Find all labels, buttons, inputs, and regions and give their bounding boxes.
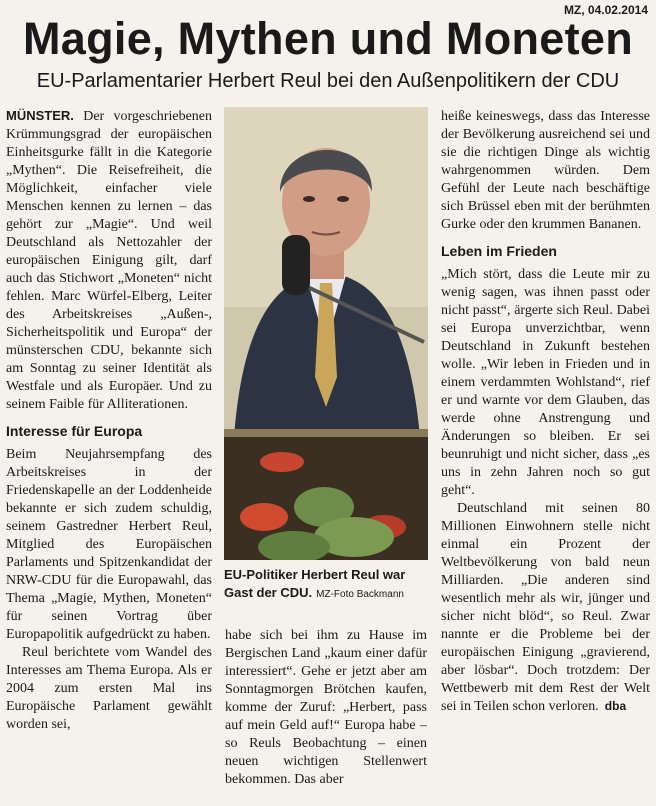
article-headline: Magie, Mythen und Moneten [23,13,633,64]
photo-caption [224,566,428,602]
paragraph-wandel: Reul berichtete vom Wandel des Interesses am Thema Europa. Als er 2004 zum ersten Mal ins Europäische Parlament gewählt worden sei, [6,645,212,732]
section-heading-interesse: Interesse für Europa [6,423,143,439]
photo-herbert-reul [224,107,428,560]
source-date-line: MZ, 04.02.2014 [563,3,648,17]
article-column-3 [441,108,650,806]
article-subheadline: EU-Parlamentarier Herbert Reul bei den Außenpolitikern der CDU [36,70,620,92]
paragraph-mich-stoert: „Mich stört, dass die Leute mir zu wenig sagen, was ihnen passt oder nicht passt“, ärgerte sich Reul. Dabei sei Europa unverzichtbar, wenn Deutschland in Zukunft bestehen wolle. „Wir leben in Frieden und in einem verdammten Wohlstand“, rief er und warnte vor dem Glauben, das werde ohne Anstrengung und Änderungen so bleiben. Er sei beunruhigt und nicht sicher, dass „es uns in zehn Jahren noch so gut geht“. [441,267,650,498]
caption-text: EU-Politiker Herbert Reul war Gast der CDU. [224,567,406,600]
paragraph-bergisches-land: habe sich bei ihm zu Hause im Bergischen Land „kaum einer dafür interessiert“. Gehe er jetzt aber am Sonntagmorgen Brötchen kaufen, komme der Zuruf: „Herbert, pass auf mein Geld auf!“ Europa habe – so Reuls Beobachtung – einen neuen wichtigen Stellenwert bekommen. Das aber [225,628,427,787]
dateline-city: MÜNSTER. [6,108,74,123]
section-heading-frieden: Leben im Frieden [441,243,557,259]
paragraph-deutschland-text: Deutschland mit seinen 80 Millionen Einwohnern stelle nicht einmal ein Prozent der Weltbevölkerung von bald neun Milliarden. „Die anderen sind wesentlich mehr als wir, jünger und sicher nicht blöd“, so Reul. Zwar nannte er die Probleme bei der europäischen Einigung „gravierend, aber lösbar“. Doch trotzdem: Der Wettbewerb mit dem Rest der Welt sei in Teilen schon verloren. [441,501,650,714]
paragraph-deutschland-einwohner [441,500,650,716]
paragraph-neujahrsempfang: Beim Neujahrsempfang des Arbeitskreises in der Friedenskapelle an der Loddenheide bekannte er sich zudem schuldig, seinem Gastredner Herbert Reul, Mitglied des Europäischen Parlaments und Spitzenkandidat der NRW-CDU für die Europawahl, das Thema „Magie, Mythen, Moneten“ für seinen Vortrag über Europapolitik aufgedrückt zu haben. [6,447,212,642]
article-column-2 [225,627,427,806]
author-signature: dba [604,699,627,713]
paragraph-intro-text: Der vorgeschriebenen Krümmungsgrad der europäischen Einheitsgurke fällt in die Kategorie „Mythen“. Die Reisefreiheit, die Möglichkeit, einfacher viele Menschen kennen zu lernen – das gehört zur „Magie“. Und weil Deutschland als Nettozahler der europäischen Einigung gilt, darf auch das Stichwort „Moneten“ nicht fehlen. Marc Würfel-Elberg, Leiter des Arbeitskreises „Außen-, Sicherheitspolitik und Europa“ der münsterschen CDU, bekannte sich am Sonntag zu seiner Identität als Westfale und als Europäer. Und zu seinem Faible für Alliterationen. [6,109,212,412]
paragraph-intro [6,108,212,414]
photo-illustration [224,107,428,560]
article-column-1 [6,108,212,806]
paragraph-interesse-bevoelkerung: heiße keineswegs, dass das Interesse der Bevölkerung ausreichend sei und sie die richtigen Dinge als wichtig wahrgenommen würden. Dem Gefühl der Leute nach beschäftige sich Brüssel eben mit der berühmten Gurke oder den krummen Bananen. [441,109,650,232]
photo-credit: MZ-Foto Backmann [316,589,404,600]
